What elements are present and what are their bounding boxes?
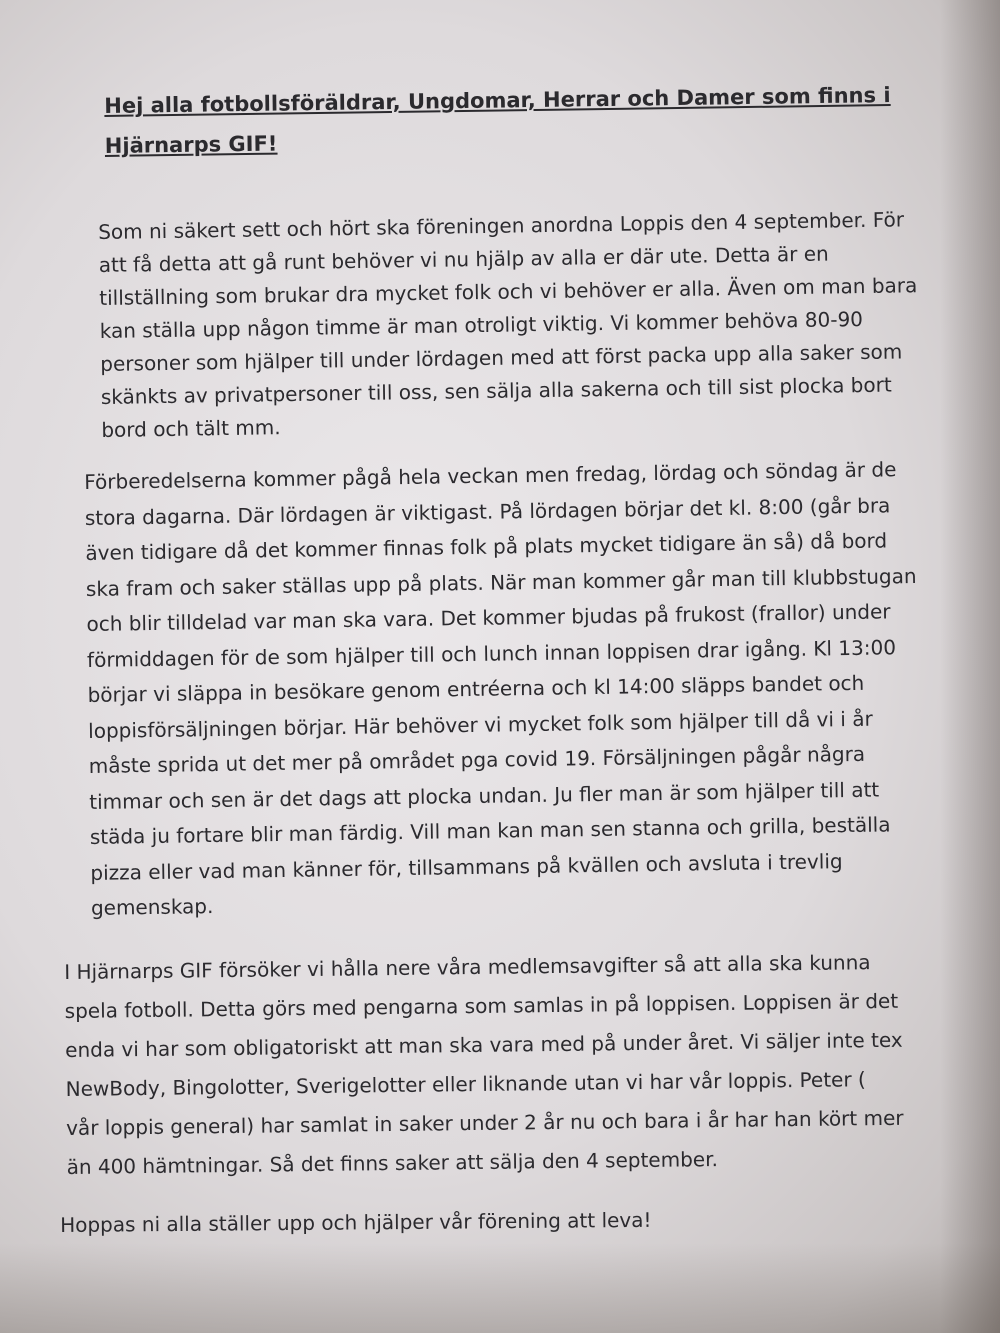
text-line: än 400 hämtningar. Så det finns saker att sälja den 4 september. bbox=[66, 1147, 719, 1179]
paragraph-closing bbox=[60, 1205, 652, 1240]
text-line: timmar och sen är det dags att plocka undan. Ju fler man är som hjälper till att bbox=[89, 777, 880, 814]
text-line: I Hjärnarps GIF försöker vi hålla nere våra medlemsavgifter så att alla ska kunna bbox=[64, 950, 871, 984]
paragraph-schedule bbox=[84, 452, 922, 926]
text-line: börjar vi släppa in besökare genom entréerna och kl 14:00 släpps bandet och bbox=[87, 670, 865, 707]
text-line: Som ni säkert sett och hört ska föreningen anordna Loppis den 4 september. För bbox=[98, 207, 905, 244]
text-line: stora dagarna. Där lördagen är viktigast. På lördagen börjar det kl. 8:00 (går bra bbox=[84, 492, 891, 530]
text-line: städa ju fortare blir man färdig. Vill man kan man sen stanna och grilla, beställa bbox=[89, 812, 891, 849]
text-line: ska fram och saker ställas upp på plats. När man kommer går man till klubbstugan bbox=[85, 563, 917, 601]
text-line: måste sprida ut det mer på området pga covid 19. Försäljningen pågår några bbox=[88, 741, 866, 778]
text-line: vår loppis general) har samlat in saker under 2 år nu och bara i år har han kört mer bbox=[65, 1105, 904, 1140]
text-line: att få detta att gå runt behöver vi nu hjälp av alla er där ute. Detta är en bbox=[98, 241, 829, 277]
text-line: pizza eller vad man känner för, tillsammans på kvällen och avsluta i trevlig bbox=[90, 848, 843, 885]
text-line: tillställning som brukar dra mycket folk och vi behöver er alla. Även om man bara bbox=[99, 273, 918, 310]
text-line: gemenskap. bbox=[90, 894, 214, 920]
text-line: Förberedelserna kommer pågå hela veckan men fredag, lördag och söndag är de bbox=[84, 457, 897, 494]
text-line: kan ställa upp någon timme är man otroligt viktig. Vi kommer behöva 80-90 bbox=[99, 306, 864, 343]
text-line: loppisförsäljningen börjar. Här behöver vi mycket folk som hjälper till då vi i år bbox=[87, 706, 873, 743]
text-line: personer som hjälper till under lördagen med att först packa upp alla saker som bbox=[100, 339, 903, 376]
text-line: bord och tält mm. bbox=[101, 415, 281, 442]
text-line: och blir tilldelad var man ska vara. Det kommer bjudas på frukost (frallor) under bbox=[86, 599, 891, 636]
paragraph-membership bbox=[64, 943, 904, 1187]
paragraph-intro bbox=[98, 203, 920, 447]
text-line: även tidigare då det kommer finnas folk på plats mycket tidigare än så) då bord bbox=[85, 528, 888, 565]
letter-heading bbox=[104, 75, 895, 166]
text-line: förmiddagen för de som hjälper till och lunch innan loppisen drar igång. Kl 13:00 bbox=[86, 634, 897, 672]
heading-line: Hjärnarps GIF! bbox=[104, 131, 278, 158]
text-line: enda vi har som obligatoriskt att man ska vara med på under året. Vi säljer inte tex bbox=[65, 1027, 903, 1062]
text-line: Hoppas ni alla ställer upp och hjälper vår förening att leva! bbox=[60, 1207, 652, 1237]
text-line: spela fotboll. Detta görs med pengarna som samlas in på loppisen. Loppisen är det bbox=[64, 988, 899, 1023]
text-line: NewBody, Bingolotter, Sverigelotter eller liknande utan vi har vår loppis. Peter ( bbox=[65, 1067, 866, 1101]
heading-line: Hej alla fotbollsföräldrar, Ungdomar, Herrar och Damer som finns i bbox=[104, 83, 891, 118]
text-line: skänkts av privatpersoner till oss, sen sälja alla sakerna och till sist plocka bort bbox=[100, 372, 892, 409]
